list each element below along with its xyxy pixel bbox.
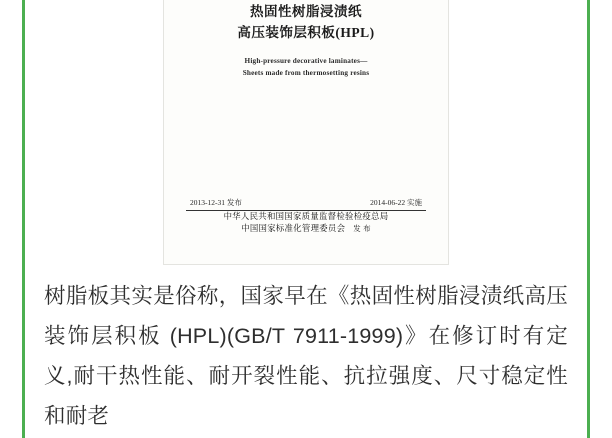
cover-issuer-line2 — [176, 223, 436, 236]
cover-effective-date: 2014-06-22 实施 — [370, 198, 422, 207]
article-paragraph: 树脂板其实是俗称，国家早在《热固性树脂浸渍纸高压装饰层积板 (HPL)(GB/T 7911-1999)》在修订时有定义,耐干热性能、耐开裂性能、抗拉强度、尺寸稳定性和耐老 — [44, 284, 568, 428]
cover-issue-date: 2013-12-31 发布 — [190, 198, 242, 207]
right-green-rule — [587, 0, 590, 438]
left-green-rule — [22, 0, 25, 438]
cover-issuer — [176, 211, 436, 236]
cover-issuer-suffix: 发 布 — [353, 224, 371, 234]
cover-title-chinese-line2: 高压装饰层积板(HPL) — [237, 24, 375, 40]
cover-title-english-line1: High-pressure decorative laminates— — [244, 56, 368, 65]
cover-inner — [176, 0, 436, 250]
cover-issuer-line2-text: 中国国家标准化管理委员会 — [241, 224, 346, 234]
cover-title-chinese-line1: 热固性树脂浸渍纸 — [250, 4, 362, 19]
cover-issuer-line1: 中华人民共和国国家质量监督检验检疫总局 — [223, 211, 389, 221]
cover-title-chinese — [176, 2, 436, 44]
cover-title-english — [176, 55, 436, 79]
cover-title-english-line2: Sheets made from thermosetting resins — [242, 69, 370, 78]
cover-dates — [190, 197, 422, 208]
standard-cover-image — [163, 0, 449, 265]
